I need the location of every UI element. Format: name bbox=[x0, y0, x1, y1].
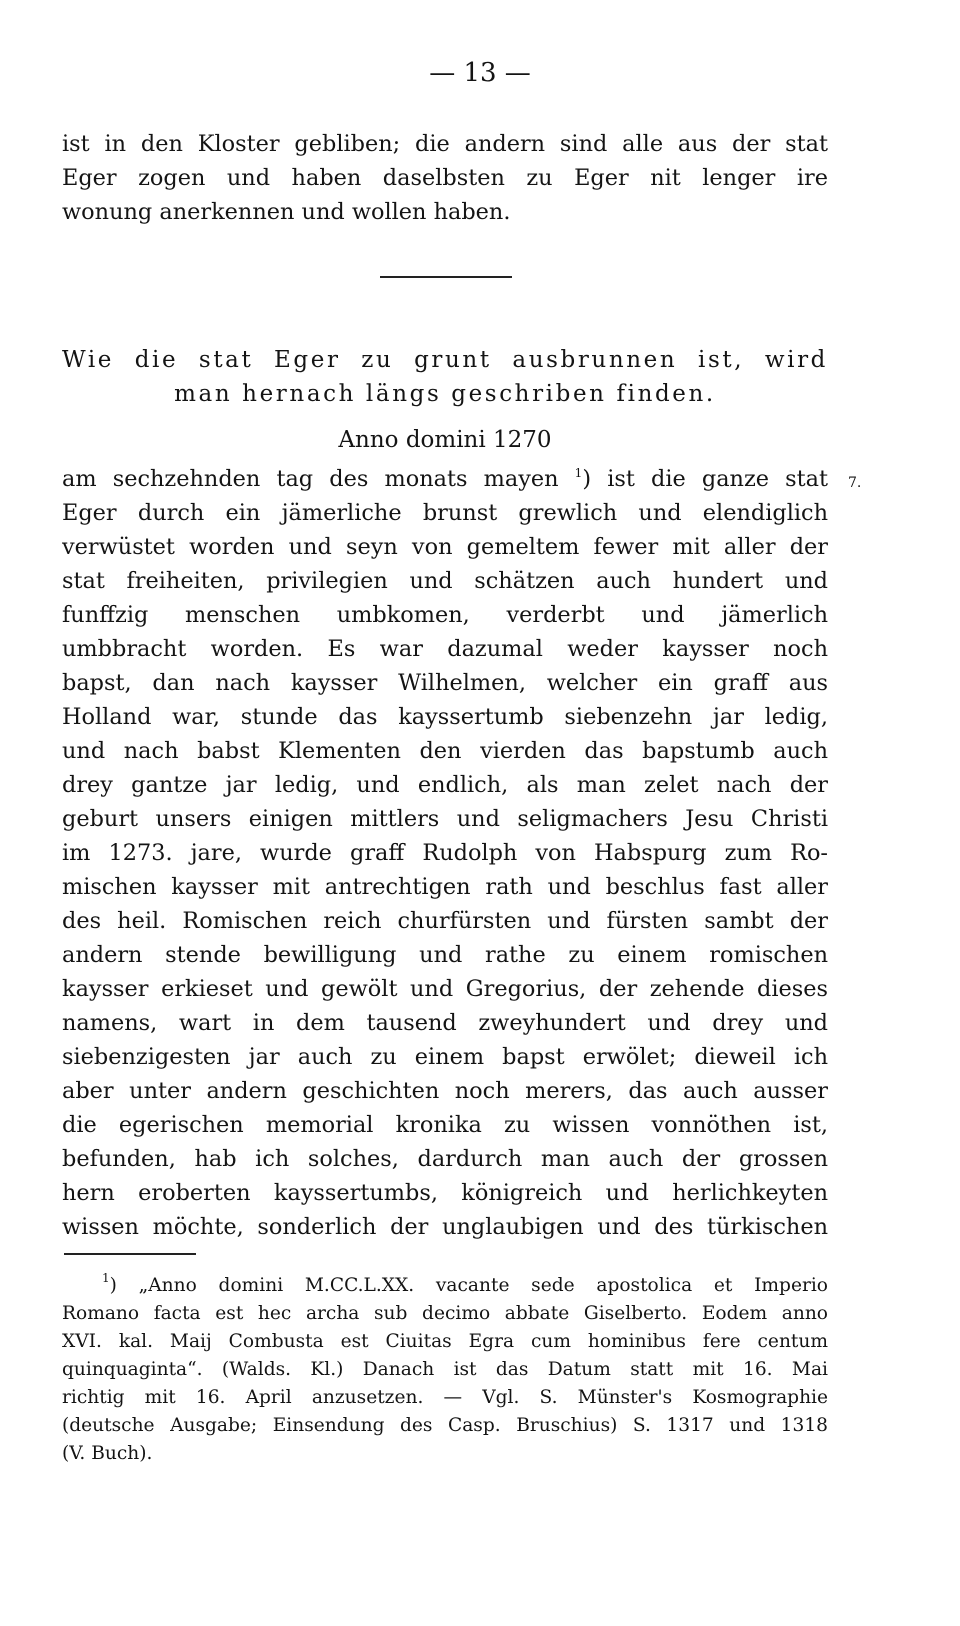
footnote-line: quinquaginta“. (Walds. Kl.) Danach ist das Datum statt mit 16. Mai bbox=[62, 1359, 828, 1380]
text-line: mischen kaysser mit antrechtigen rath und beschlus fast aller bbox=[62, 874, 828, 900]
section-divider bbox=[380, 276, 512, 278]
text-line: im 1273. jare, wurde graff Rudolph von Habspurg zum Ro- bbox=[62, 840, 828, 866]
text-line: kaysser erkieset und gewölt und Gregorius, der zehende dieses bbox=[62, 976, 828, 1002]
text-line: stat freiheiten, privilegien und schätzen auch hundert und bbox=[62, 568, 828, 594]
text-line: umbbracht worden. Es war dazumal weder kaysser noch bbox=[62, 636, 828, 662]
text-line: andern stende bewilligung und rathe zu einem romischen bbox=[62, 942, 828, 968]
footnote-reference: 1 bbox=[574, 466, 583, 480]
text-line: Eger durch ein jämerliche brunst grewlich und elendiglich bbox=[62, 500, 828, 526]
footnote-line: (deutsche Ausgabe; Einsendung des Casp. Bruschius) S. 1317 und 1318 bbox=[62, 1415, 828, 1436]
text-line: ist in den Kloster gebliben; die andern sind alle aus der stat bbox=[62, 131, 828, 157]
text-line: wissen möchte, sonderlich der unglaubigen und des türkischen bbox=[62, 1214, 828, 1240]
text-segment: ) ist die ganze stat bbox=[582, 466, 828, 492]
text-line: und nach babst Klementen den vierden das bapstumb auch bbox=[62, 738, 828, 764]
footnote-text: ) „Anno domini M.CC.L.XX. vacante sede apostolica et Imperio bbox=[109, 1275, 828, 1296]
marginal-number: 7. bbox=[848, 475, 862, 491]
heading-line: Wie die stat Eger zu grunt ausbrunnen ist, wird bbox=[62, 347, 828, 373]
text-line: verwüstet worden und seyn von gemeltem fewer mit aller der bbox=[62, 534, 828, 560]
footnote-line: richtig mit 16. April anzusetzen. — Vgl. S. Münster's Kosmographie bbox=[62, 1387, 828, 1408]
opening-paragraph bbox=[62, 127, 828, 229]
text-line: namens, wart in dem tausend zweyhundert und drey und bbox=[62, 1010, 828, 1036]
footnote-line: XVI. kal. Maij Combusta est Ciuitas Egra cum hominibus fere centum bbox=[62, 1331, 828, 1352]
footnote-line: Romano facta est hec archa sub decimo abbate Giselberto. Eodem anno bbox=[62, 1303, 828, 1324]
main-paragraph bbox=[62, 462, 828, 1244]
heading-line: man hernach längs geschriben finden. bbox=[174, 381, 716, 407]
page-number: — 13 — bbox=[429, 58, 531, 88]
text-line: bapst, dan nach kaysser Wilhelmen, welcher ein graff aus bbox=[62, 670, 828, 696]
text-segment: am sechzehnden tag des monats mayen bbox=[62, 466, 559, 492]
footnote-line bbox=[62, 1272, 828, 1300]
text-line: geburt unsers einigen mittlers und seligmachers Jesu Christi bbox=[62, 806, 828, 832]
anno-heading-block bbox=[62, 420, 828, 460]
text-line-with-note bbox=[62, 462, 828, 496]
text-line: siebenzigesten jar auch zu einem bapst erwölet; dieweil ich bbox=[62, 1044, 828, 1070]
footnote-line: (V. Buch). bbox=[62, 1443, 153, 1464]
text-line: Holland war, stunde das kayssertumb siebenzehn jar ledig, bbox=[62, 704, 828, 730]
text-line: drey gantze jar ledig, und endlich, als man zelet nach der bbox=[62, 772, 828, 798]
footnote-mark: 1 bbox=[102, 1272, 110, 1285]
footnote bbox=[62, 1272, 828, 1468]
text-line: wonung anerkennen und wollen haben. bbox=[62, 199, 511, 225]
text-line: befunden, hab ich solches, dardurch man auch der grossen bbox=[62, 1146, 828, 1172]
text-line: funffzig menschen umbkomen, verderbt und jämerlich bbox=[62, 602, 828, 628]
text-line: hern eroberten kayssertumbs, königreich und herlichkeyten bbox=[62, 1180, 828, 1206]
section-heading bbox=[62, 343, 828, 411]
footnote-divider bbox=[64, 1253, 196, 1255]
anno-heading: Anno domini 1270 bbox=[338, 427, 552, 453]
text-line: Eger zogen und haben daselbsten zu Eger nit lenger ire bbox=[62, 165, 828, 191]
text-line: aber unter andern geschichten noch merers, das auch ausser bbox=[62, 1078, 828, 1104]
text-line: des heil. Romischen reich churfürsten und fürsten sambt der bbox=[62, 908, 828, 934]
text-line: die egerischen memorial kronika zu wissen vonnöthen ist, bbox=[62, 1112, 828, 1138]
